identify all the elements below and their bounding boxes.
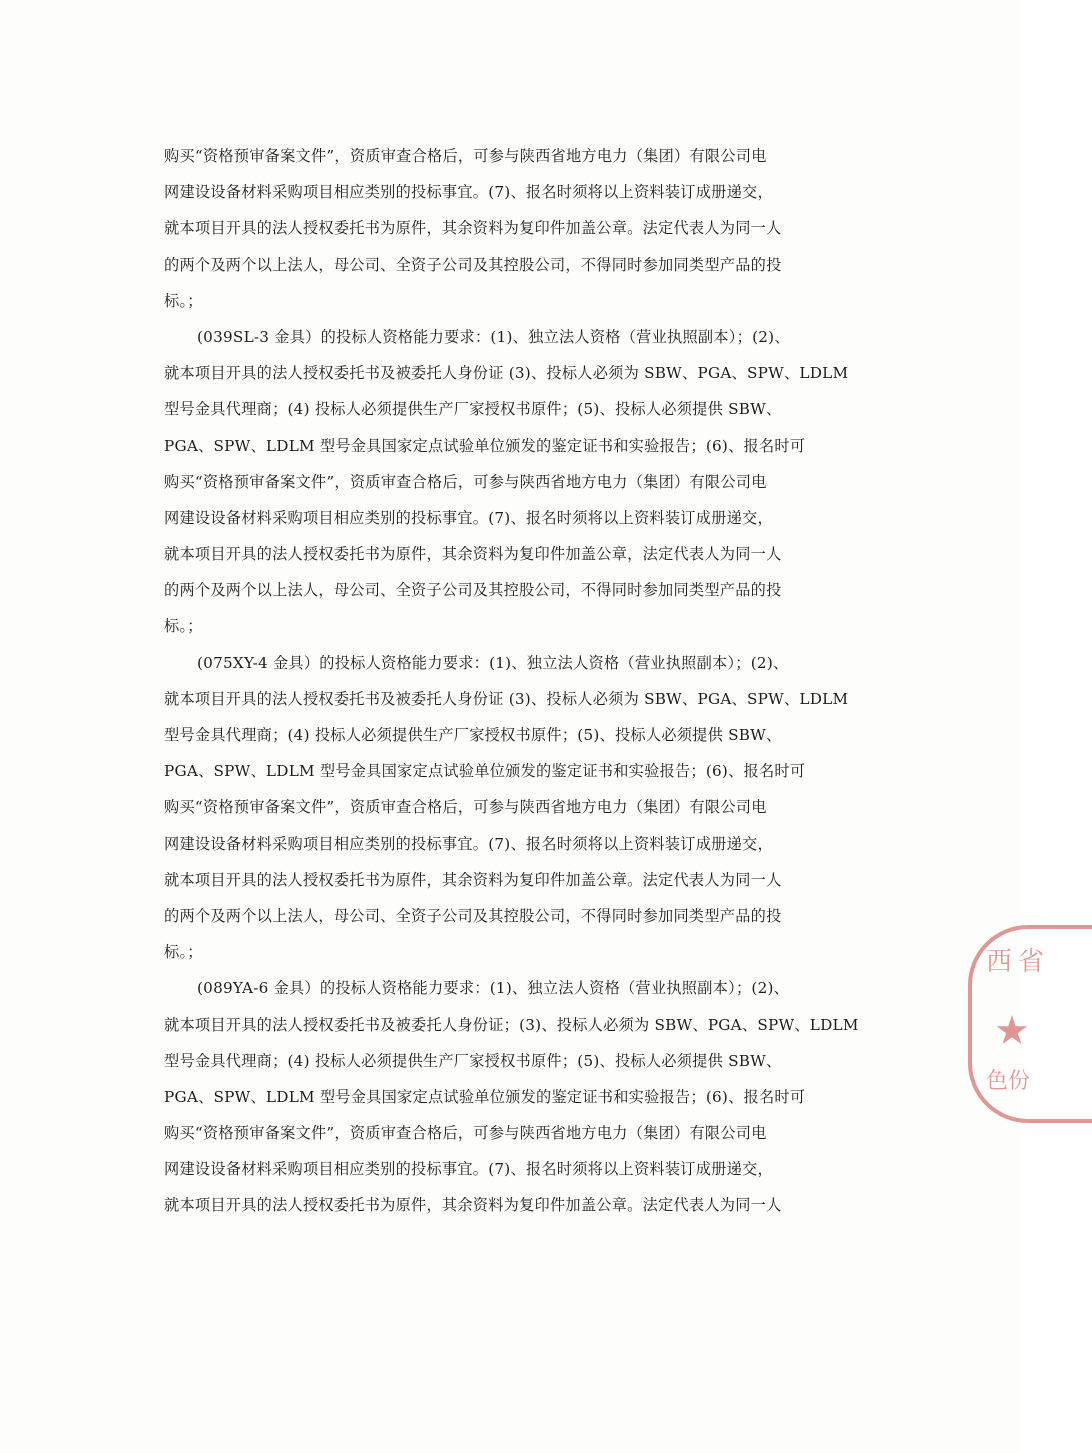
text-line: 网建设设备材料采购项目相应类别的投标事宜。(7)、报名时须将以上资料装订成册递交， [164, 834, 773, 853]
text-line: 购买“资格预审备案文件”，资质审查合格后，可参与陕西省地方电力（集团）有限公司电 [164, 798, 767, 817]
text-line: 购买“资格预审备案文件”，资质审查合格后，可参与陕西省地方电力（集团）有限公司电 [164, 472, 767, 491]
seal-top-text: 西省 [986, 947, 1051, 977]
text-line: 就本项目开具的法人授权委托书为原件，其余资料为复印件加盖公章。法定代表人为同一人 [164, 870, 782, 889]
text-line: 的两个及两个以上法人，母公司、全资子公司及其控股公司，不得同时参加同类型产品的投 [164, 906, 782, 925]
text-line: PGA、SPW、LDLM 型号金具国家定点试验单位颁发的鉴定证书和实验报告；(6)、报名时可 [164, 1087, 806, 1106]
text-line: 标。； [164, 943, 203, 962]
text-line: (089YA-6 金具）的投标人资格能力要求：(1)、独立法人资格（营业执照副本）；(2)、 [197, 979, 790, 998]
text-line: 就本项目开具的法人授权委托书为原件，其余资料为复印件加盖公章，法定代表人为同一人 [164, 545, 782, 564]
text-line: 型号金具代理商；(4) 投标人必须提供生产厂家授权书原件；(5)、投标人必须提供 SBW、 [164, 726, 782, 744]
text-line: 型号金具代理商；(4) 投标人必须提供生产厂家授权书原件；(5)、投标人必须提供 SBW、 [164, 1051, 782, 1070]
text-line: (039SL-3 金具）的投标人资格能力要求：(1)、独立法人资格（营业执照副本）；(2)、 [197, 327, 790, 346]
text-line: 就本项目开具的法人授权委托书为原件，其余资料为复印件加盖公章。法定代表人为同一人 [164, 219, 782, 238]
text-line: 就本项目开具的法人授权委托书及被委托人身份证；(3)、投标人必须为 SBW、PGA、SPW、LDLM [164, 1015, 859, 1034]
text-line: 购买“资格预审备案文件”，资质审查合格后，可参与陕西省地方电力（集团）有限公司电 [164, 1124, 767, 1143]
text-line: 型号金具代理商；(4) 投标人必须提供生产厂家授权书原件；(5)、投标人必须提供 SBW、 [164, 400, 782, 419]
text-line: 就本项目开具的法人授权委托书及被委托人身份证 (3)、投标人必须为 SBW、PGA、SPW、LDLM [164, 689, 849, 708]
text-line: 网建设设备材料采购项目相应类别的投标事宜。(7)、报名时须将以上资料装订成册递交， [164, 183, 773, 202]
text-line: (075XY-4 金具）的投标人资格能力要求：(1)、独立法人资格（营业执照副本）；(2)、 [197, 653, 789, 672]
text-line: 网建设设备材料采购项目相应类别的投标事宜。(7)、报名时须将以上资料装订成册递交， [164, 508, 773, 527]
official-seal [968, 925, 1092, 1123]
text-line: 标。； [164, 617, 203, 636]
text-line: 的两个及两个以上法人，母公司、全资子公司及其控股公司，不得同时参加同类型产品的投 [164, 581, 782, 600]
seal-bottom-text: 色份 [986, 1069, 1031, 1094]
text-line: 就本项目开具的法人授权委托书为原件，其余资料为复印件加盖公章。法定代表人为同一人 [164, 1196, 782, 1215]
seal-star-icon: ★ [994, 1008, 1030, 1054]
text-line: PGA、SPW、LDLM 型号金具国家定点试验单位颁发的鉴定证书和实验报告；(6)、报名时可 [164, 436, 806, 455]
text-line: 购买“资格预审备案文件”，资质审查合格后，可参与陕西省地方电力（集团）有限公司电 [164, 147, 767, 165]
text-line: 的两个及两个以上法人，母公司、全资子公司及其控股公司，不得同时参加同类型产品的投 [164, 255, 782, 274]
text-line: PGA、SPW、LDLM 型号金具国家定点试验单位颁发的鉴定证书和实验报告；(6)、报名时可 [164, 762, 806, 781]
text-line: 标。； [164, 291, 203, 310]
body-text [164, 138, 864, 1224]
text-line: 就本项目开具的法人授权委托书及被委托人身份证 (3)、投标人必须为 SBW、PGA、SPW、LDLM [164, 364, 849, 383]
text-line: 网建设设备材料采购项目相应类别的投标事宜。(7)、报名时须将以上资料装订成册递交， [164, 1160, 773, 1179]
